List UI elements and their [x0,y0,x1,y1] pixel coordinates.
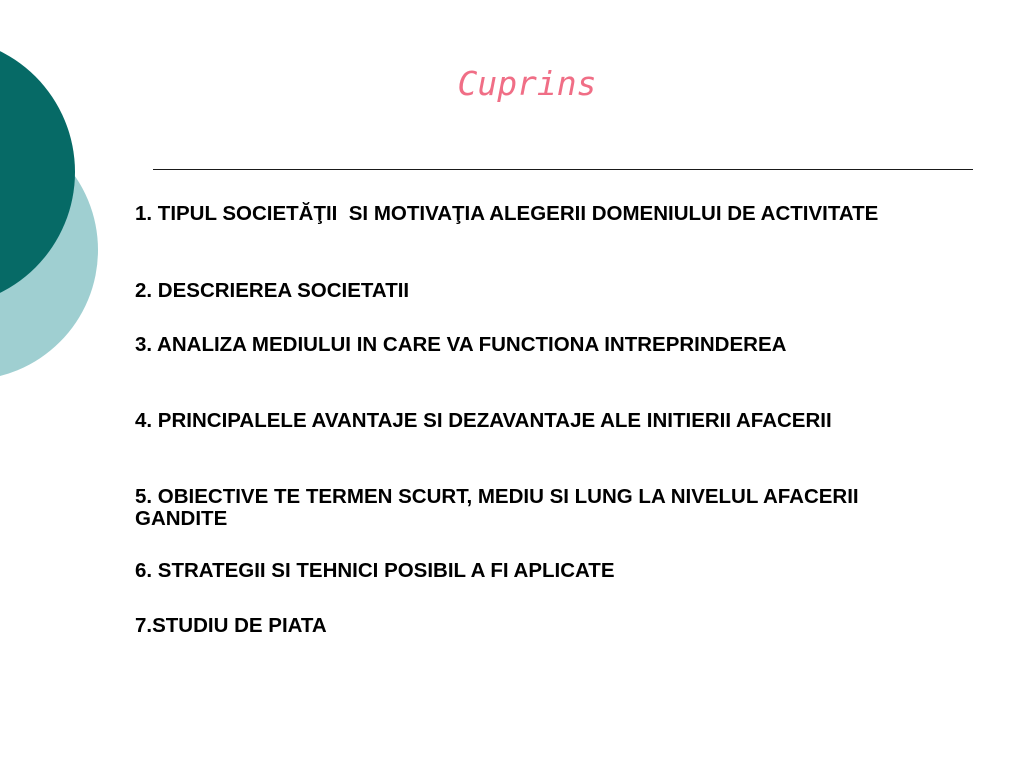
toc-item-7: 7.STUDIU DE PIATA [135,614,327,637]
toc-item-3: 3. ANALIZA MEDIULUI IN CARE VA FUNCTIONA INTREPRINDEREA [135,333,787,356]
toc-item-5: 5. OBIECTIVE TE TERMEN SCURT, MEDIU SI LUNG LA NIVELUL AFACERII GANDITE [135,485,865,530]
slide-title: Cuprins [457,64,597,103]
title-divider [153,169,973,170]
toc-item-4: 4. PRINCIPALELE AVANTAJE SI DEZAVANTAJE ALE INITIERII AFACERII [135,409,832,432]
toc-item-6: 6. STRATEGII SI TEHNICI POSIBIL A FI APLICATE [135,559,615,582]
toc-item-2: 2. DESCRIEREA SOCIETATII [135,279,410,302]
toc-item-1: 1. TIPUL SOCIETĂŢII SI MOTIVAŢIA ALEGERII DOMENIULUI DE ACTIVITATE [135,202,879,225]
decorative-circles [0,0,120,420]
